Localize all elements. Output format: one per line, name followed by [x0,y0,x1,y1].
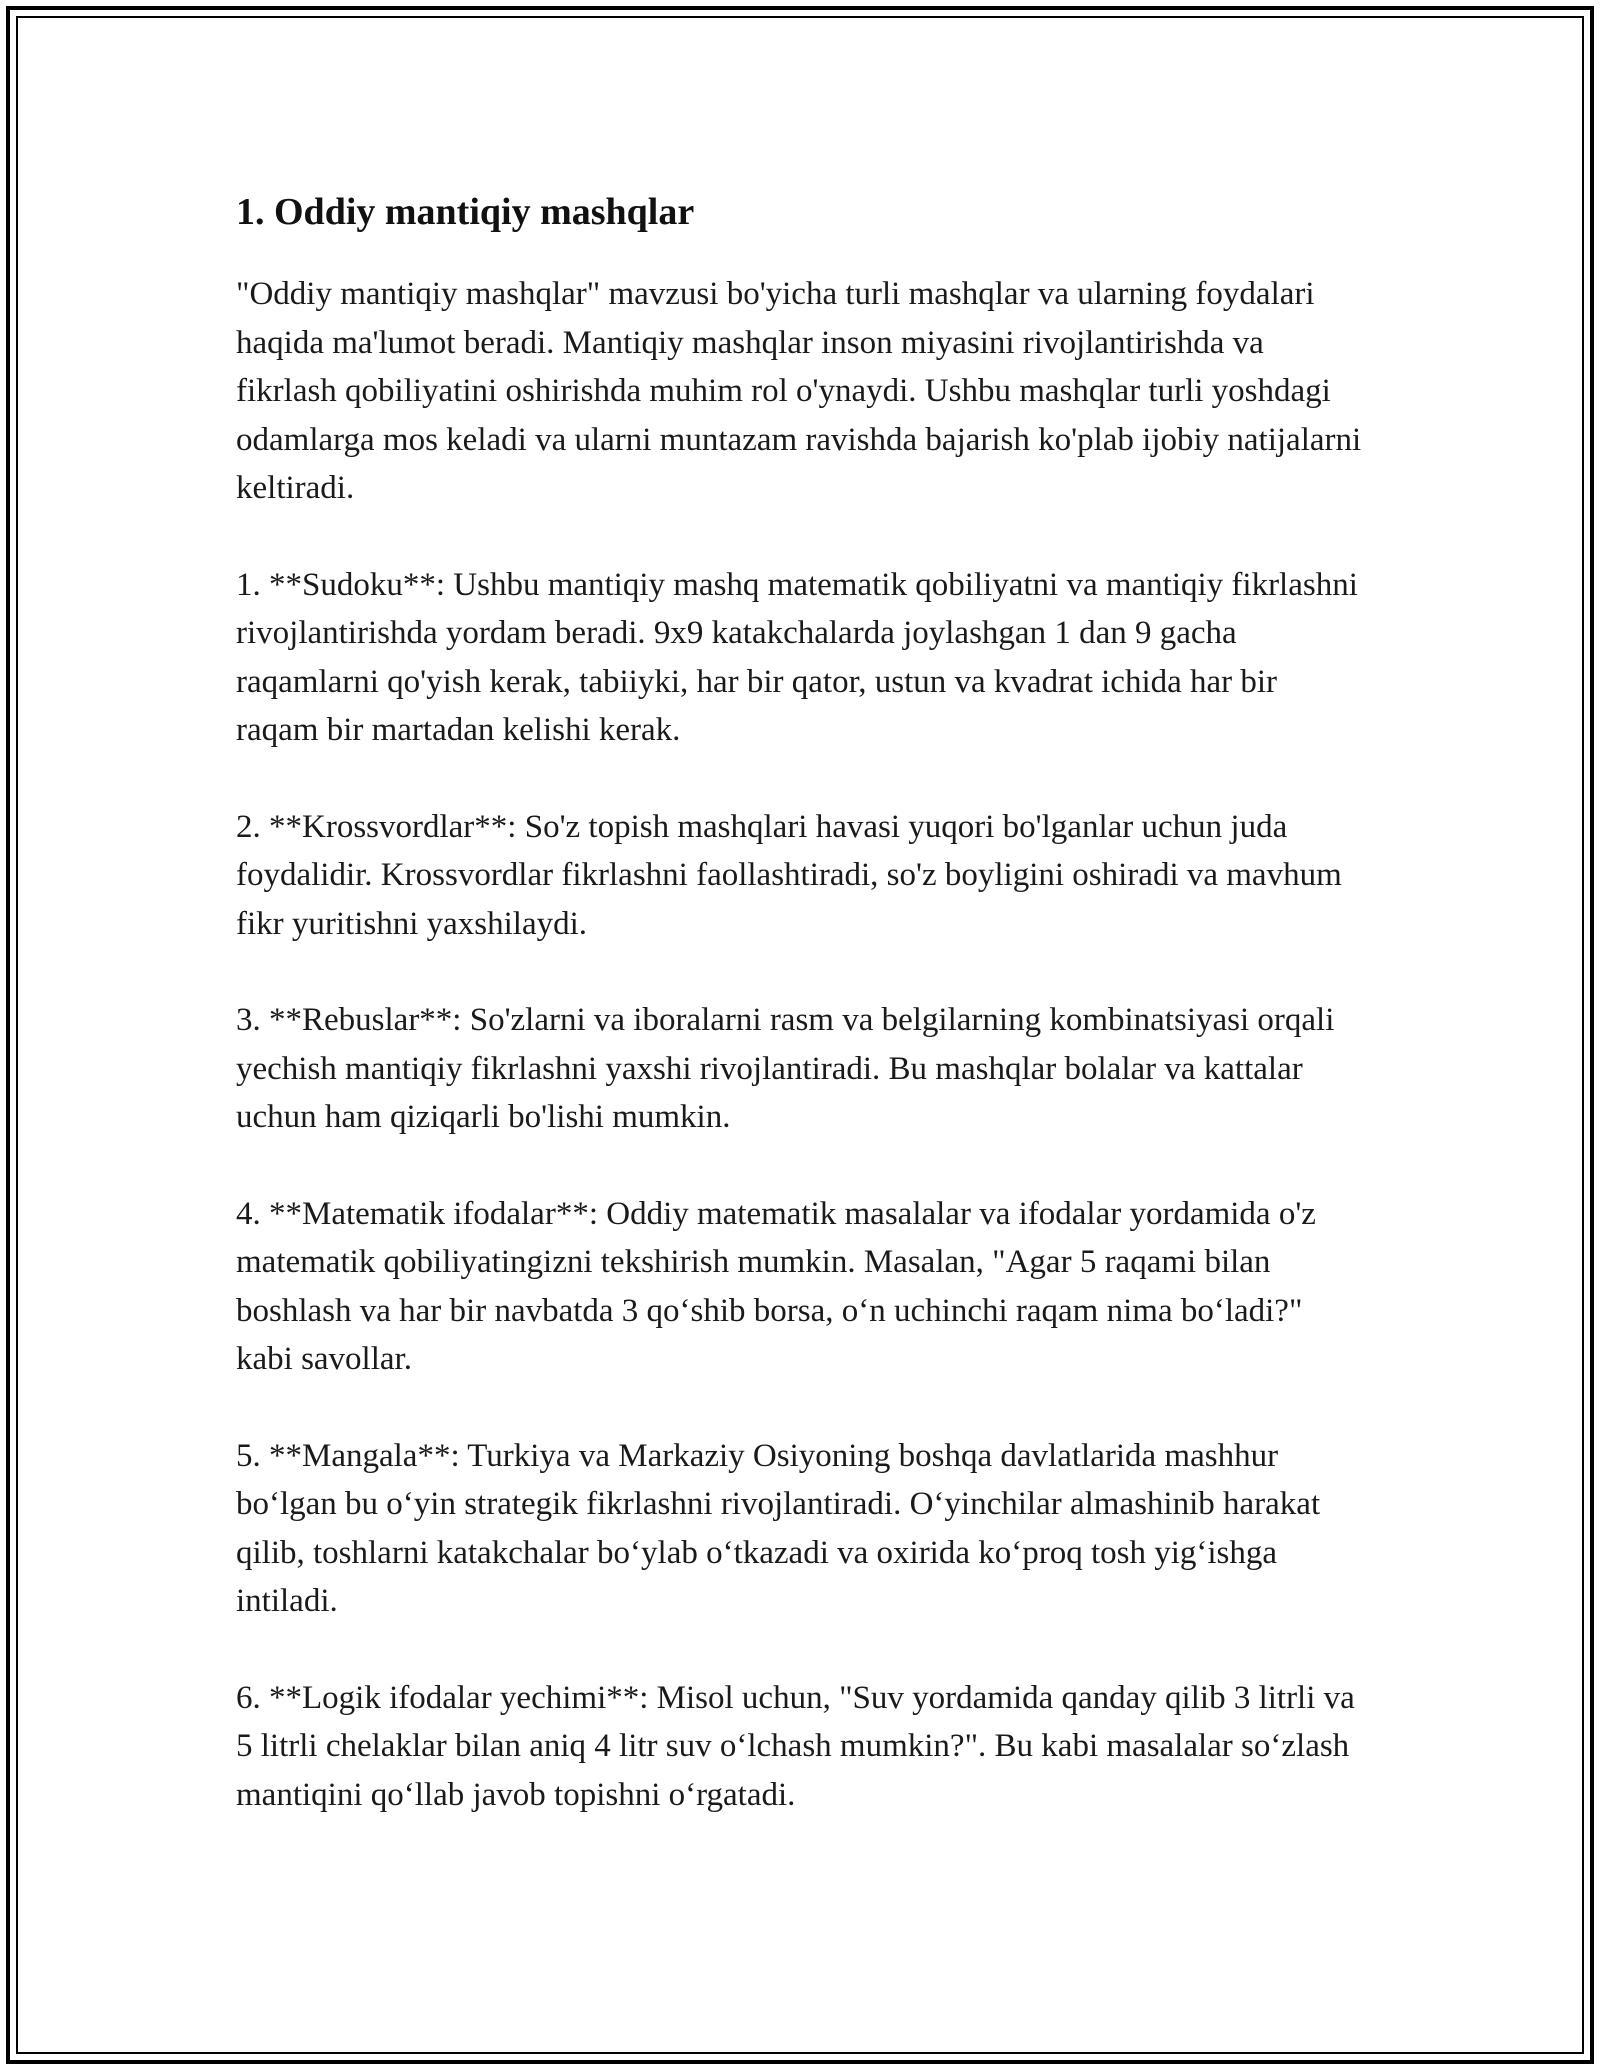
item-mangala: 5. **Mangala**: Turkiya va Markaziy Osiyoning boshqa davlatlarida mashhur bo‘lgan bu o‘yin strategik fikrlashni rivojlantiradi. O‘yinchilar almashinib harakat qilib, toshlarni katakchalar bo‘ylab o‘tkazadi va oxirida ko‘proq tosh yig‘ishga intiladi. [236,1437,1321,1619]
item-sudoku: 1. **Sudoku**: Ushbu mantiqiy mashq matematik qobiliyatni va mantiqiy fikrlashni rivojlantirishda yordam beradi. 9x9 katakchalarda joylashgan 1 dan 9 gacha raqamlarni qo'yish kerak, tabiiyki, har bir qator, ustun va kvadrat ichida har bir raqam bir martadan kelishi kerak. [236,566,1358,748]
item-crosswords: 2. **Krossvordlar**: So'z topish mashqlari havasi yuqori bo'lganlar uchun juda foydalidir. Krossvordlar fikrlashni faollashtiradi, so'z boyligini oshiradi va mavhum fikr yuritishni yaxshilaydi. [236,808,1342,942]
document-body [236,186,1366,1867]
item-logic-expressions: 6. **Logik ifodalar yechimi**: Misol uchun, "Suv yordamida qanday qilib 3 litrli va 5 litrli chelaklar bilan aniq 4 litr suv o‘lchash mumkin?". Bu kabi masalalar so‘zlash mantiqini qo‘llab javob topishni o‘rgatadi. [236,1679,1355,1813]
section-heading: 1. Oddiy mantiqiy mashqlar [236,191,695,233]
item-rebuses: 3. **Rebuslar**: So'zlarni va iboralarni rasm va belgilarning kombinatsiyasi orqali yechish mantiqiy fikrlashni yaxshi rivojlantiradi. Bu mashqlar bolalar va kattalar uchun ham qiziqarli bo'lishi mumkin. [236,1002,1335,1135]
item-math-expressions: 4. **Matematik ifodalar**: Oddiy matematik masalalar va ifodalar yordamida o'z matematik qobiliyatingizni tekshirish mumkin. Masalan, "Agar 5 raqami bilan boshlash va har bir navbatda 3 qo‘shib borsa, o‘n uchinchi raqam nima bo‘ladi?" kabi savollar. [236,1195,1316,1377]
intro-paragraph: "Oddiy mantiqiy mashqlar" mavzusi bo'yicha turli mashqlar va ularning foydalari haqida ma'lumot beradi. Mantiqiy mashqlar inson miyasini rivojlantirishda va fikrlash qobiliyatini oshirishda muhim rol o'ynaydi. Ushbu mashqlar turli yoshdagi odamlarga mos keladi va ularni muntazam ravishda bajarish ko'plab ijobiy natijalarni keltiradi. [236,276,1362,506]
